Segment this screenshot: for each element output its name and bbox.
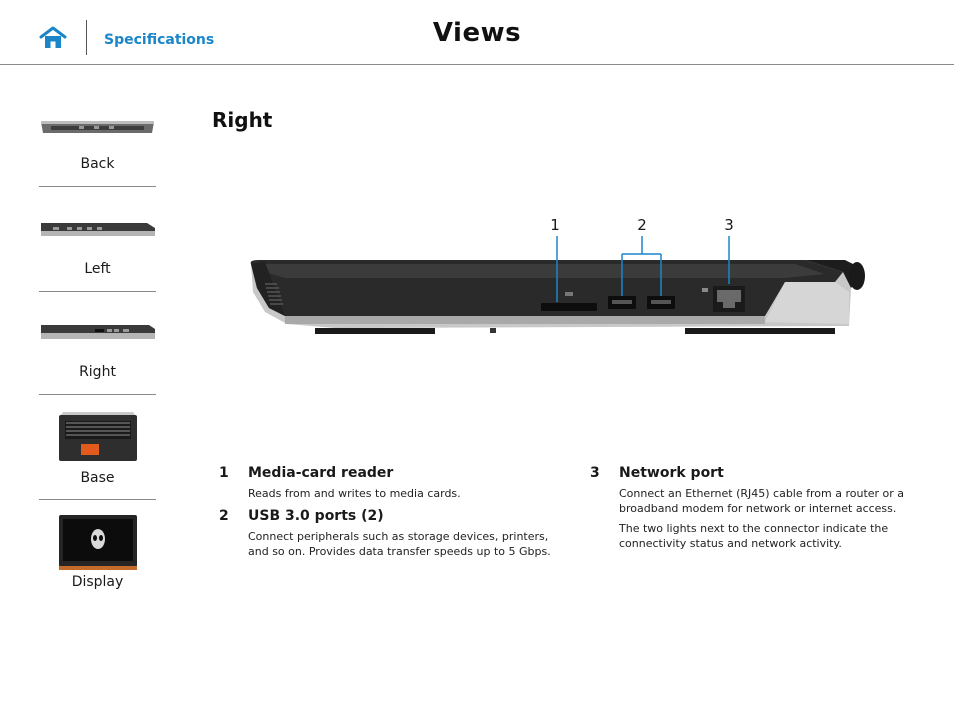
sidebar-item-label: Base	[80, 470, 115, 486]
feature-title: USB 3.0 ports (2)	[248, 508, 384, 524]
sidebar-item-base[interactable]	[39, 408, 156, 496]
laptop-foot	[315, 328, 435, 334]
feature-usb-ports	[219, 508, 564, 568]
network-port-icon	[702, 288, 708, 292]
feature-description: Connect peripherals such as storage devices, printers, and so on. Provides data transfer speeds up to 5 Gbps.	[248, 530, 551, 558]
sidebar-divider	[39, 186, 156, 187]
feature-title: Network port	[619, 465, 724, 481]
sidebar-divider	[39, 394, 156, 395]
feature-number: 3	[590, 465, 600, 481]
sidebar-item-label: Back	[80, 156, 115, 172]
sidebar-item-label: Display	[71, 574, 124, 590]
left-view-thumbnail	[39, 218, 156, 240]
feature-description: The two lights next to the connector indicate the connectivity status and network activity.	[619, 522, 889, 550]
sidebar-item-right[interactable]	[39, 316, 156, 392]
back-view-thumbnail	[39, 116, 156, 136]
base-view-thumbnail	[57, 411, 139, 461]
header-bar	[0, 0, 954, 65]
sidebar-item-display[interactable]	[39, 512, 156, 592]
sidebar-item-back[interactable]	[39, 112, 156, 182]
callout-1: 1	[550, 216, 560, 234]
feature-description: Connect an Ethernet (RJ45) cable from a router or a broadband modem for network or internet access.	[619, 487, 905, 515]
page-title: Views	[432, 18, 522, 48]
sidebar-item-left[interactable]	[39, 212, 156, 288]
sidebar-divider	[39, 291, 156, 292]
callout-2: 2	[637, 216, 647, 234]
feature-network-port	[590, 465, 930, 555]
sidebar-item-label: Left	[84, 261, 111, 277]
feature-number: 1	[219, 465, 229, 481]
callout-3: 3	[724, 216, 734, 234]
laptop-foot	[685, 328, 835, 334]
sidebar-divider	[39, 499, 156, 500]
media-card-reader-slot	[541, 303, 597, 311]
feature-number: 2	[219, 508, 229, 524]
feature-description: Reads from and writes to media cards.	[248, 487, 461, 500]
right-view-diagram	[245, 212, 875, 342]
feature-title: Media-card reader	[248, 465, 394, 481]
sidebar-item-label: Right	[79, 364, 116, 380]
feature-media-card-reader	[219, 465, 564, 505]
sd-card-icon	[565, 292, 573, 296]
specifications-link[interactable]: Specifications	[104, 32, 215, 48]
section-title: Right	[212, 108, 273, 132]
display-view-thumbnail	[57, 514, 139, 572]
right-view-thumbnail	[39, 320, 156, 344]
